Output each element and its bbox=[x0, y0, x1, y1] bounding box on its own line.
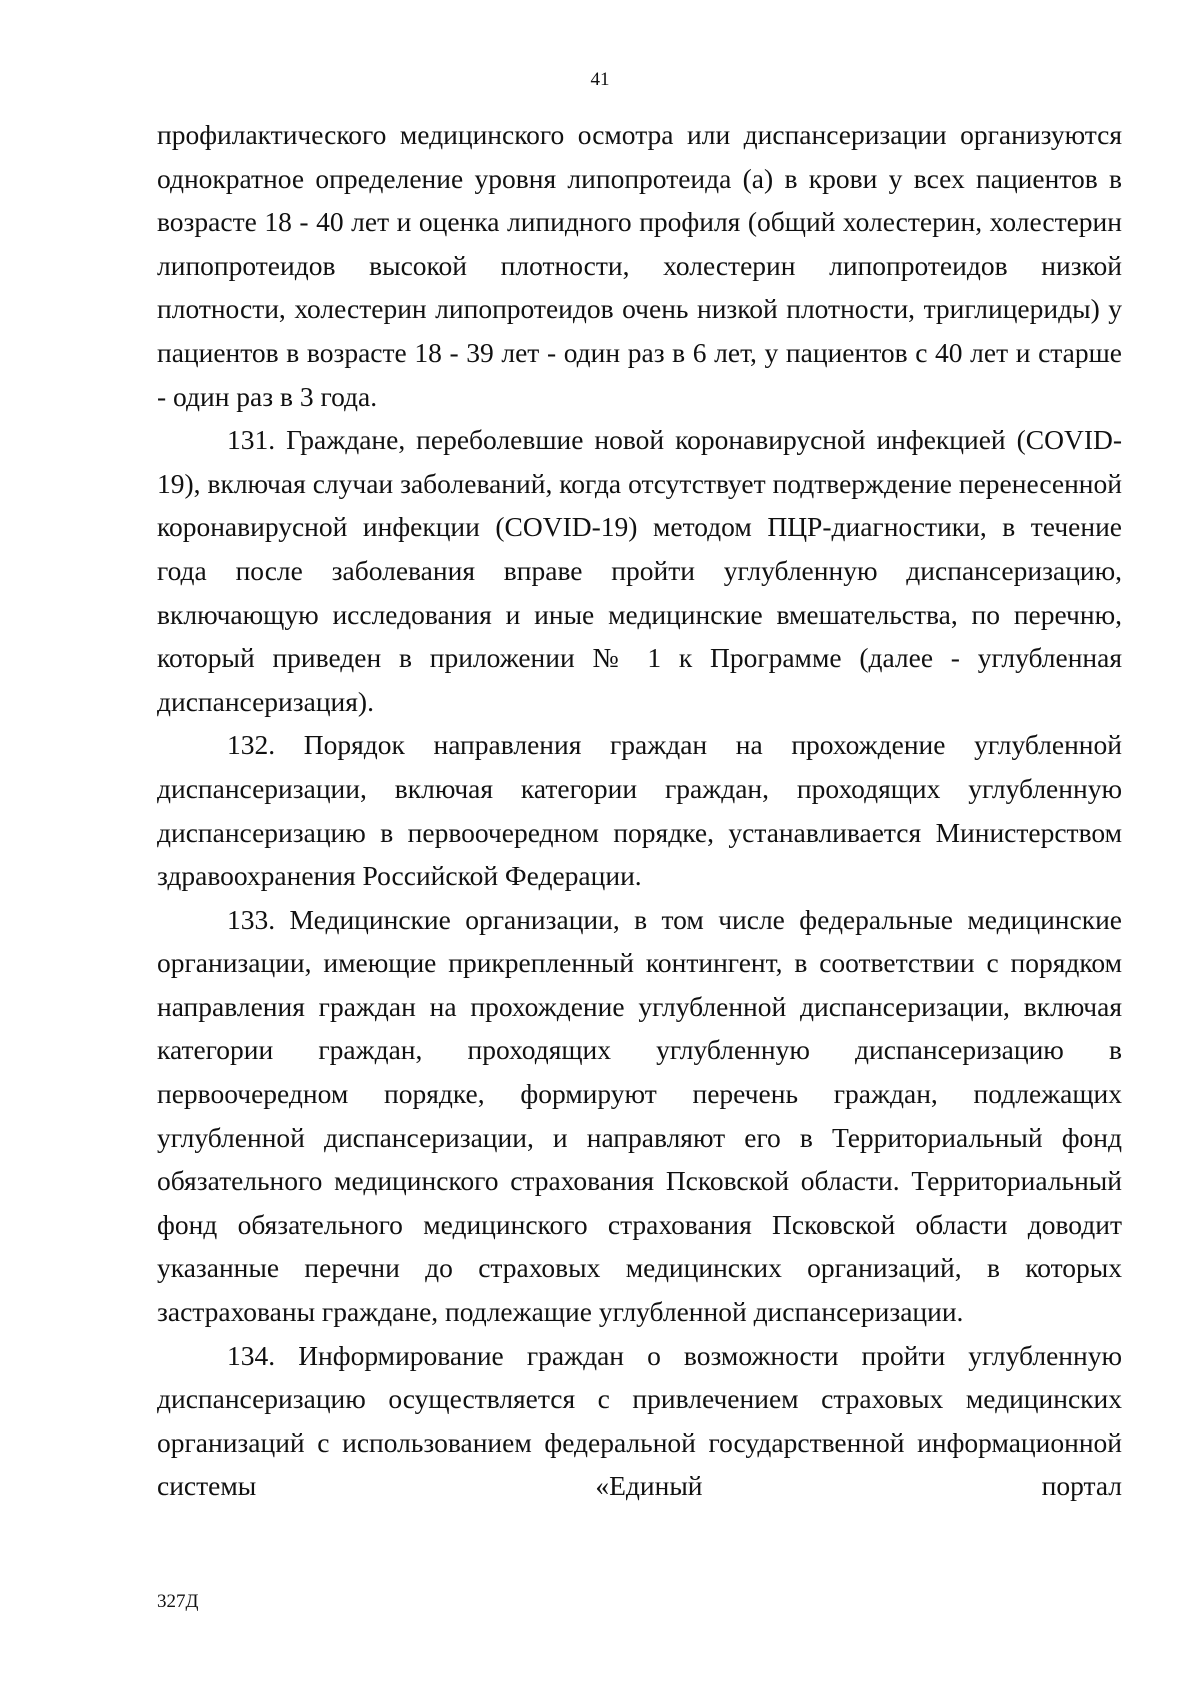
page-number: 41 bbox=[590, 69, 610, 90]
paragraph-132: 132. Порядок направления граждан на прохождение углубленной диспансеризации, включая категории граждан, проходящих углубленную диспансеризацию в первоочередном порядке, устанавливается Министерством здравоохранения Российской Федерации. bbox=[157, 729, 1122, 892]
footer-document-code: 327Д bbox=[157, 1591, 199, 1612]
paragraph-continuation: профилактического медицинского осмотра или диспансеризации организуются однократное определение уровня липопротеида (а) в крови у всех пациентов в возрасте 18 - 40 лет и оценка липидного профиля (общий холестерин, холестерин липопротеидов высокой плотности, холестерин липопротеидов низкой плотности, холестерин липопротеидов очень низкой плотности, триглицериды) у пациентов в возрасте 18 - 39 лет - один раз в 6 лет, у пациентов с 40 лет и старше - один раз в 3 года. bbox=[157, 119, 1122, 412]
paragraph-131: 131. Граждане, переболевшие новой коронавирусной инфекцией (COVID-19), включая случаи заболеваний, когда отсутствует подтверждение перенесенной коронавирусной инфекции (COVID-19) методом ПЦР-диагностики, в течение года после заболевания вправе пройти углубленную диспансеризацию, включающую исследования и иные медицинские вмешательства, по перечню, который приведен в приложении № 1 к Программе (далее - углубленная диспансеризация). bbox=[157, 424, 1122, 717]
paragraph-134: 134. Информирование граждан о возможности пройти углубленную диспансеризацию осуществляется с привлечением страховых медицинских организаций с использованием федеральной государственной информационной системы «Единый портал bbox=[157, 1339, 1122, 1502]
paragraph-133: 133. Медицинские организации, в том числе федеральные медицинские организации, имеющие прикрепленный контингент, в соответствии с порядком направления граждан на прохождение углубленной диспансеризации, включая категории граждан, проходящих углубленную диспансеризацию в первоочередном порядке, формируют перечень граждан, подлежащих углубленной диспансеризации, и направляют его в Территориальный фонд обязательного медицинского страхования Псковской области. Территориальный фонд обязательного медицинского страхования Псковской области доводит указанные перечни до страховых медицинских организаций, в которых застрахованы граждане, подлежащие углубленной диспансеризации. bbox=[157, 903, 1122, 1328]
document-body bbox=[157, 113, 1122, 1508]
